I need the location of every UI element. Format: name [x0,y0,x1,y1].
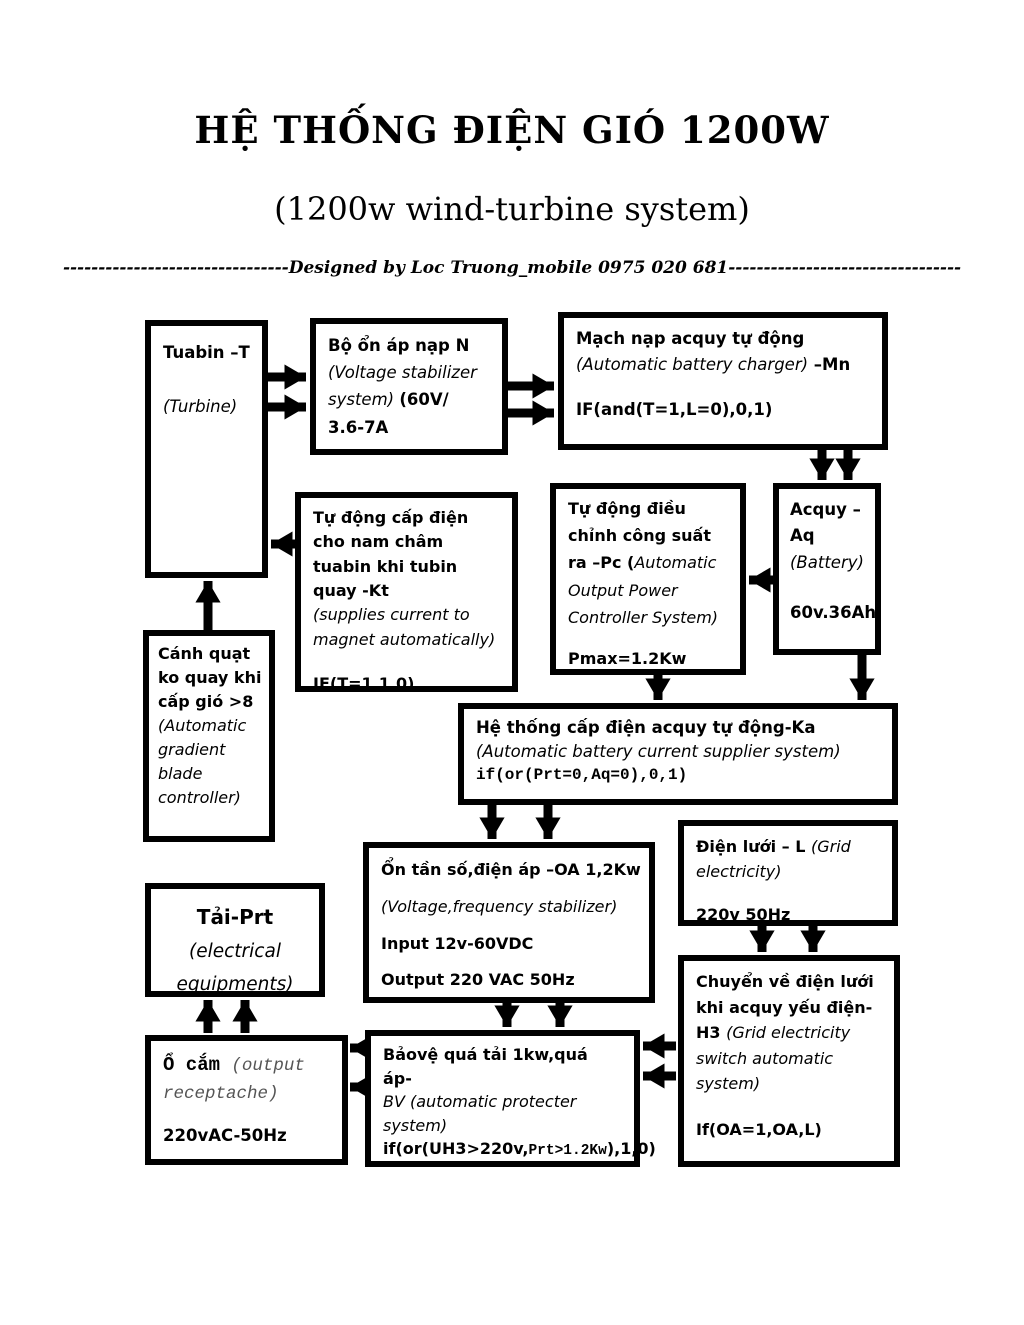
grid-spec: 220v 50Hz [696,904,791,924]
grid-electricity-box [678,820,898,926]
bv-label: Bảovệ quá tải 1kw,quá áp- [383,1045,588,1088]
charger-label-en: (Automatic battery charger) [576,355,809,375]
voltage-stabilizer-box [310,318,508,455]
blade-text [158,642,265,810]
oa-input-spec: Input 12v-60VDC [381,933,534,953]
load-label-en: (electrical equipments) [176,941,294,996]
ka-formula: if(or(Prt=0,Aq=0),0,1) [476,765,688,784]
page-subtitle: (1200w wind-turbine system) [274,190,750,228]
kt-label: Tự động cấp điện cho nam châm tuabin khi tubin quay -Kt [313,508,469,600]
socket-label: Ổ cắm [163,1054,232,1076]
grid-label: Điện lưới – L [696,837,811,856]
blade-label-en: (Automatic gradient blade controller) [158,716,247,807]
oa-label-en: (Voltage,frequency stabilizer) [381,896,618,916]
load-label: Tải-Prt [196,905,274,929]
ka-label: Hệ thống cấp điện acquy tự động-Ka [476,718,816,737]
bv-text [383,1043,622,1137]
kt-formula: IF(T=1,1,0) [313,673,415,693]
pc-formula: Pmax=1.2Kw [568,648,687,668]
battery-supplier-box [458,703,898,805]
kt-label-en: (supplies current to magnet automatically) [313,605,496,649]
bv-label-en: BV (automatic protecter system) [383,1092,577,1135]
pc-label-en: Automatic Output Power Controller System) [568,553,719,627]
bv-formula-post: ),1,0) [606,1139,656,1159]
designer-byline: --------------------------------Designed by Loc Truong_mobile 0975 020 681--------------------------------- [62,258,962,278]
bv-formula [383,1137,656,1162]
turbine-box [145,320,268,578]
socket-label-en: (output receptache) [163,1056,305,1105]
stabilizer-spec: (60V/ 3.6-7A [328,390,449,437]
blade-label: Cánh quạt ko quay khi cấp gió >8 [158,644,262,711]
output-receptacle-box [145,1035,348,1165]
grid-switch-box [678,955,900,1167]
battery-spec: 60v.36Ah [790,603,877,623]
bv-formula-pre: if(or(UH3>220v, [383,1139,529,1159]
socket-text [163,1051,330,1109]
page-title: HỆ THỐNG ĐIỆN GIÓ 1200W [194,108,830,152]
output-power-controller-box [550,483,746,675]
h3-label: Chuyển về điện lưới khi acquy yếu điện-H3 [696,972,874,1043]
stabilizer-text [328,332,490,441]
load-box [145,883,325,997]
oa-label: Ổn tần số,điện áp –OA 1,2Kw [381,860,641,879]
battery-label-en: (Battery) [790,552,864,572]
grid-text [696,835,880,885]
grid-label-en: (Grid electricity) [696,837,851,881]
h3-text [696,969,882,1097]
magnet-supply-box [295,492,518,692]
frequency-stabilizer-box [363,842,655,1003]
ka-label-en: (Automatic battery current supplier system) [476,741,841,761]
pc-label: Tự động điều chỉnh công suất ra –Pc ( [568,499,711,573]
battery-box [773,483,881,655]
socket-spec: 220vAC-50Hz [163,1125,287,1145]
charger-sub [576,352,870,378]
oa-output-spec: Output 220 VAC 50Hz [381,970,575,990]
charger-formula: IF(and(T=1,L=0),0,1) [576,399,773,419]
blade-controller-box [143,630,275,842]
pc-text [568,495,728,631]
bv-formula-mono: Prt>1.2Kw [528,1143,607,1160]
h3-label-en: (Grid electricity switch automatic system) [696,1023,851,1094]
battery-label: Acquy – Aq [790,500,861,546]
stabilizer-label-en: (Voltage stabilizer system) [328,363,477,410]
turbine-label-en: (Turbine) [163,396,238,416]
battery-charger-box [558,312,888,450]
charger-code: –Mn [808,355,851,375]
charger-label: Mạch nạp acquy tự động [576,329,805,348]
h3-formula: If(OA=1,OA,L) [696,1119,822,1139]
turbine-label: Tuabin –T [163,343,250,362]
stabilizer-label: Bộ ổn áp nạp N [328,336,470,355]
overload-protector-box [365,1030,656,1167]
kt-text [313,506,504,652]
